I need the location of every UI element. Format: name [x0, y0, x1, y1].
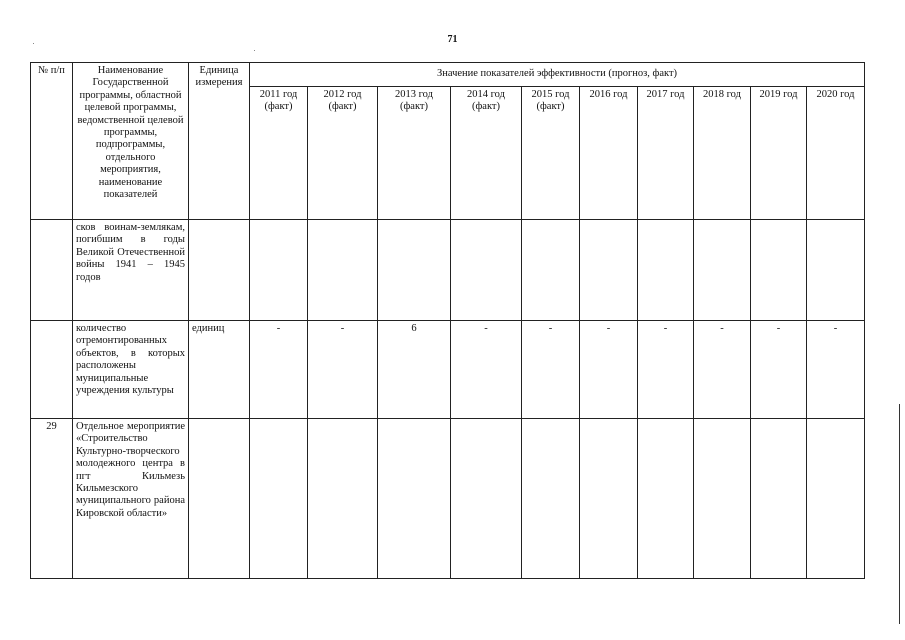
- row-value: [451, 220, 522, 321]
- header-year: 2015 год (факт): [522, 87, 580, 220]
- row-value: -: [694, 321, 751, 419]
- row-value: [751, 220, 807, 321]
- header-year: 2020 год: [807, 87, 865, 220]
- row-name: количество отремонтированных объектов, в которых расположены муниципальные учреждения культуры: [73, 321, 189, 419]
- header-year: 2013 год (факт): [378, 87, 451, 220]
- header-num: № п/п: [31, 63, 73, 220]
- row-value: [451, 419, 522, 579]
- header-year: 2017 год: [638, 87, 694, 220]
- indicators-table: [30, 62, 865, 579]
- row-name: сков воинам-землякам, погибшим в годы Великой Отечественной войны 1941 – 1945 годов: [73, 220, 189, 321]
- row-unit: единиц: [189, 321, 250, 419]
- scan-speck: [254, 50, 255, 51]
- row-value: -: [807, 321, 865, 419]
- header-row-top: [31, 63, 865, 87]
- header-name: Наименование Государственной программы, областной целевой программы, ведомственной целевой программы, подпрограммы, отдельного мероприятия, наименование показателей: [73, 63, 189, 220]
- page-number: 71: [447, 34, 458, 45]
- row-unit: [189, 419, 250, 579]
- row-value: -: [308, 321, 378, 419]
- table-row: [31, 419, 865, 579]
- header-year: 2012 год (факт): [308, 87, 378, 220]
- row-num: [31, 321, 73, 419]
- row-value: [522, 419, 580, 579]
- row-value: 6: [378, 321, 451, 419]
- row-num: [31, 220, 73, 321]
- row-value: [638, 220, 694, 321]
- row-value: [580, 220, 638, 321]
- scan-speck: [33, 43, 34, 44]
- row-value: [638, 419, 694, 579]
- row-value: [807, 419, 865, 579]
- row-value: [694, 419, 751, 579]
- row-value: -: [580, 321, 638, 419]
- row-value: [308, 419, 378, 579]
- row-value: [694, 220, 751, 321]
- row-value: [250, 419, 308, 579]
- row-value: [580, 419, 638, 579]
- header-values-group: Значение показателей эффективности (прогноз, факт): [250, 63, 865, 87]
- row-value: -: [522, 321, 580, 419]
- row-value: [250, 220, 308, 321]
- header-year: 2018 год: [694, 87, 751, 220]
- row-value: [751, 419, 807, 579]
- header-year: 2019 год: [751, 87, 807, 220]
- row-value: -: [250, 321, 308, 419]
- row-value: [807, 220, 865, 321]
- row-value: -: [451, 321, 522, 419]
- row-value: [378, 419, 451, 579]
- header-unit: Единица измерения: [189, 63, 250, 220]
- header-year: 2016 год: [580, 87, 638, 220]
- table-row: [31, 321, 865, 419]
- row-value: -: [638, 321, 694, 419]
- header-year: 2011 год (факт): [250, 87, 308, 220]
- row-value: [522, 220, 580, 321]
- row-value: [378, 220, 451, 321]
- row-name: Отдельное мероприятие «Строительство Культурно-творческого молодежного центра в пгт Кильмезь Кильмезского муниципального района Кировской области»: [73, 419, 189, 579]
- row-value: [308, 220, 378, 321]
- scan-edge-line: [899, 404, 900, 624]
- table-row: [31, 220, 865, 321]
- header-year: 2014 год (факт): [451, 87, 522, 220]
- row-num: 29: [31, 419, 73, 579]
- row-unit: [189, 220, 250, 321]
- row-value: -: [751, 321, 807, 419]
